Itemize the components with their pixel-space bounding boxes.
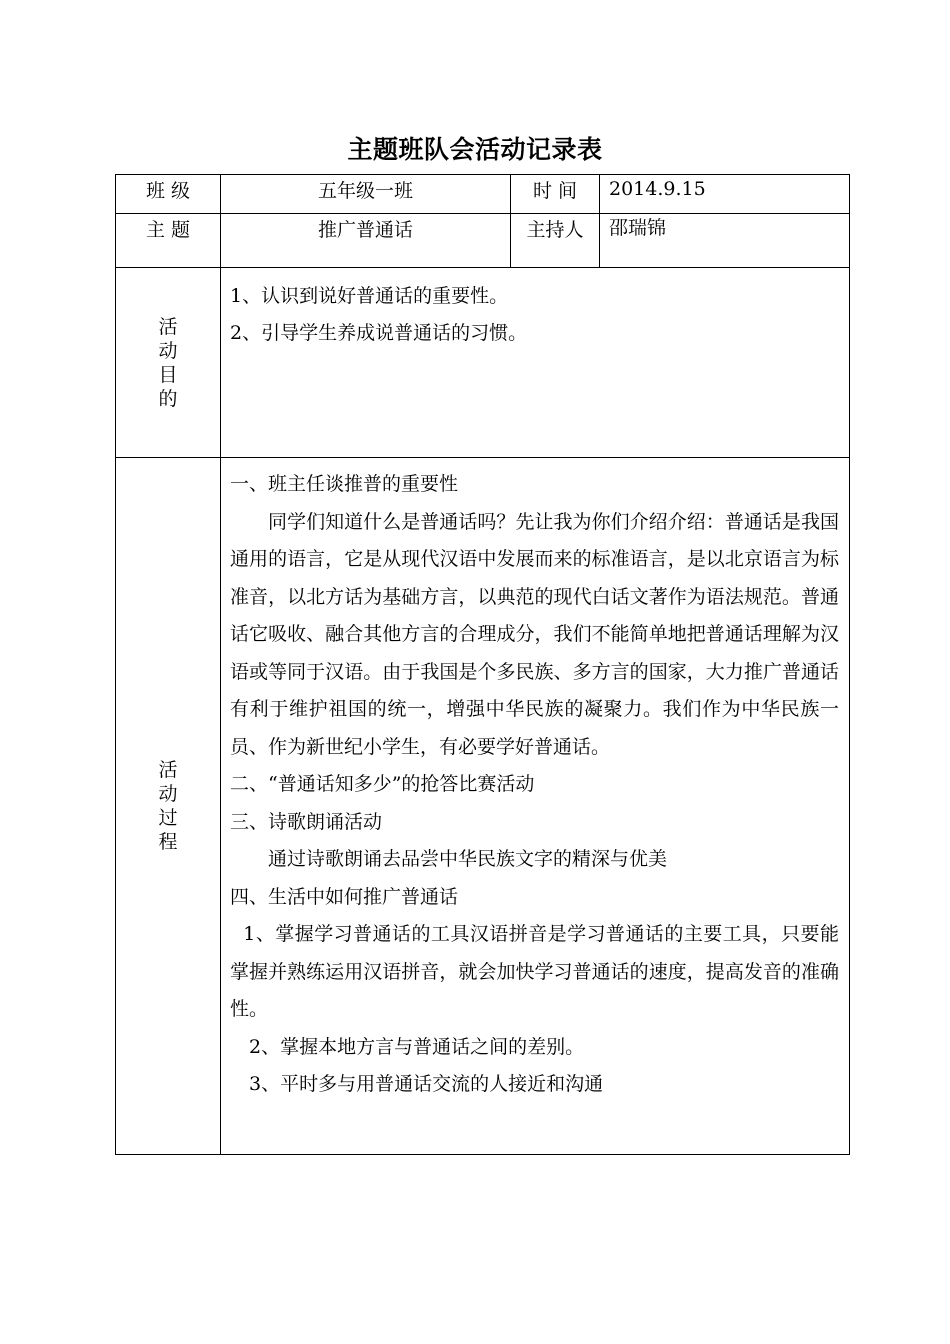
section-heading: 四、生活中如何推广普通话 bbox=[230, 885, 459, 908]
section-paragraph: 同学们知道什么是普通话吗？先让我为你们介绍介绍：普通话是我国通用的语言，它是从现代汉语中发展而来的标准语言，是以北京语言为标准音，以北方话为基础方言，以典范的现代白话文著作为语法规范。普通话它吸收、融合其他方言的合理成分，我们不能简单地把普通话理解为汉语或等同于汉语。由于我国是个多民族、多方言的国家，大力推广普通话有利于维护祖国的统一，增强中华民族的凝聚力。我们作为中华民族一员、作为新世纪小学生，有必要学好普通话。 bbox=[230, 510, 839, 758]
theme-row bbox=[116, 214, 850, 268]
purpose-label-cell bbox=[116, 268, 221, 458]
class-row bbox=[116, 175, 850, 214]
record-table bbox=[115, 174, 850, 1155]
time-value: 2014.9.15 bbox=[600, 175, 850, 214]
purpose-line: 2、引导学生养成说普通话的习惯。 bbox=[230, 322, 528, 344]
theme-value: 推广普通话 bbox=[221, 214, 511, 268]
theme-label: 主 题 bbox=[116, 214, 221, 268]
purpose-line: 1、认识到说好普通话的重要性。 bbox=[230, 285, 509, 307]
section-heading: 一、班主任谈推普的重要性 bbox=[230, 473, 459, 495]
host-label: 主持人 bbox=[511, 214, 600, 268]
time-label: 时 间 bbox=[511, 175, 600, 214]
list-item: 2、掌握本地方言与普通话之间的差别。 bbox=[249, 1035, 585, 1058]
list-item: 3、平时多与用普通话交流的人接近和沟通 bbox=[249, 1073, 604, 1095]
purpose-content bbox=[221, 268, 850, 458]
class-label: 班 级 bbox=[116, 175, 221, 214]
class-value: 五年级一班 bbox=[221, 175, 511, 214]
purpose-row bbox=[116, 268, 850, 458]
process-row bbox=[116, 458, 850, 1155]
section-paragraph: 通过诗歌朗诵去品尝中华民族文字的精深与优美 bbox=[268, 848, 668, 870]
process-label: 活动过程 bbox=[158, 759, 178, 853]
list-item: 1、掌握学习普通话的工具汉语拼音是学习普通话的主要工具，只要能掌握并熟练运用汉语拼音，就会加快学习普通话的速度，提高发音的准确性。 bbox=[230, 923, 839, 1020]
process-content bbox=[221, 458, 850, 1155]
purpose-label: 活动目的 bbox=[158, 315, 178, 410]
host-value: 邵瑞锦 bbox=[600, 214, 850, 268]
section-heading: 三、诗歌朗诵活动 bbox=[230, 810, 383, 833]
page-title: 主题班队会活动记录表 bbox=[347, 135, 603, 164]
process-label-cell bbox=[116, 458, 221, 1155]
section-heading: 二、“普通话知多少”的抢答比赛活动 bbox=[230, 773, 535, 795]
